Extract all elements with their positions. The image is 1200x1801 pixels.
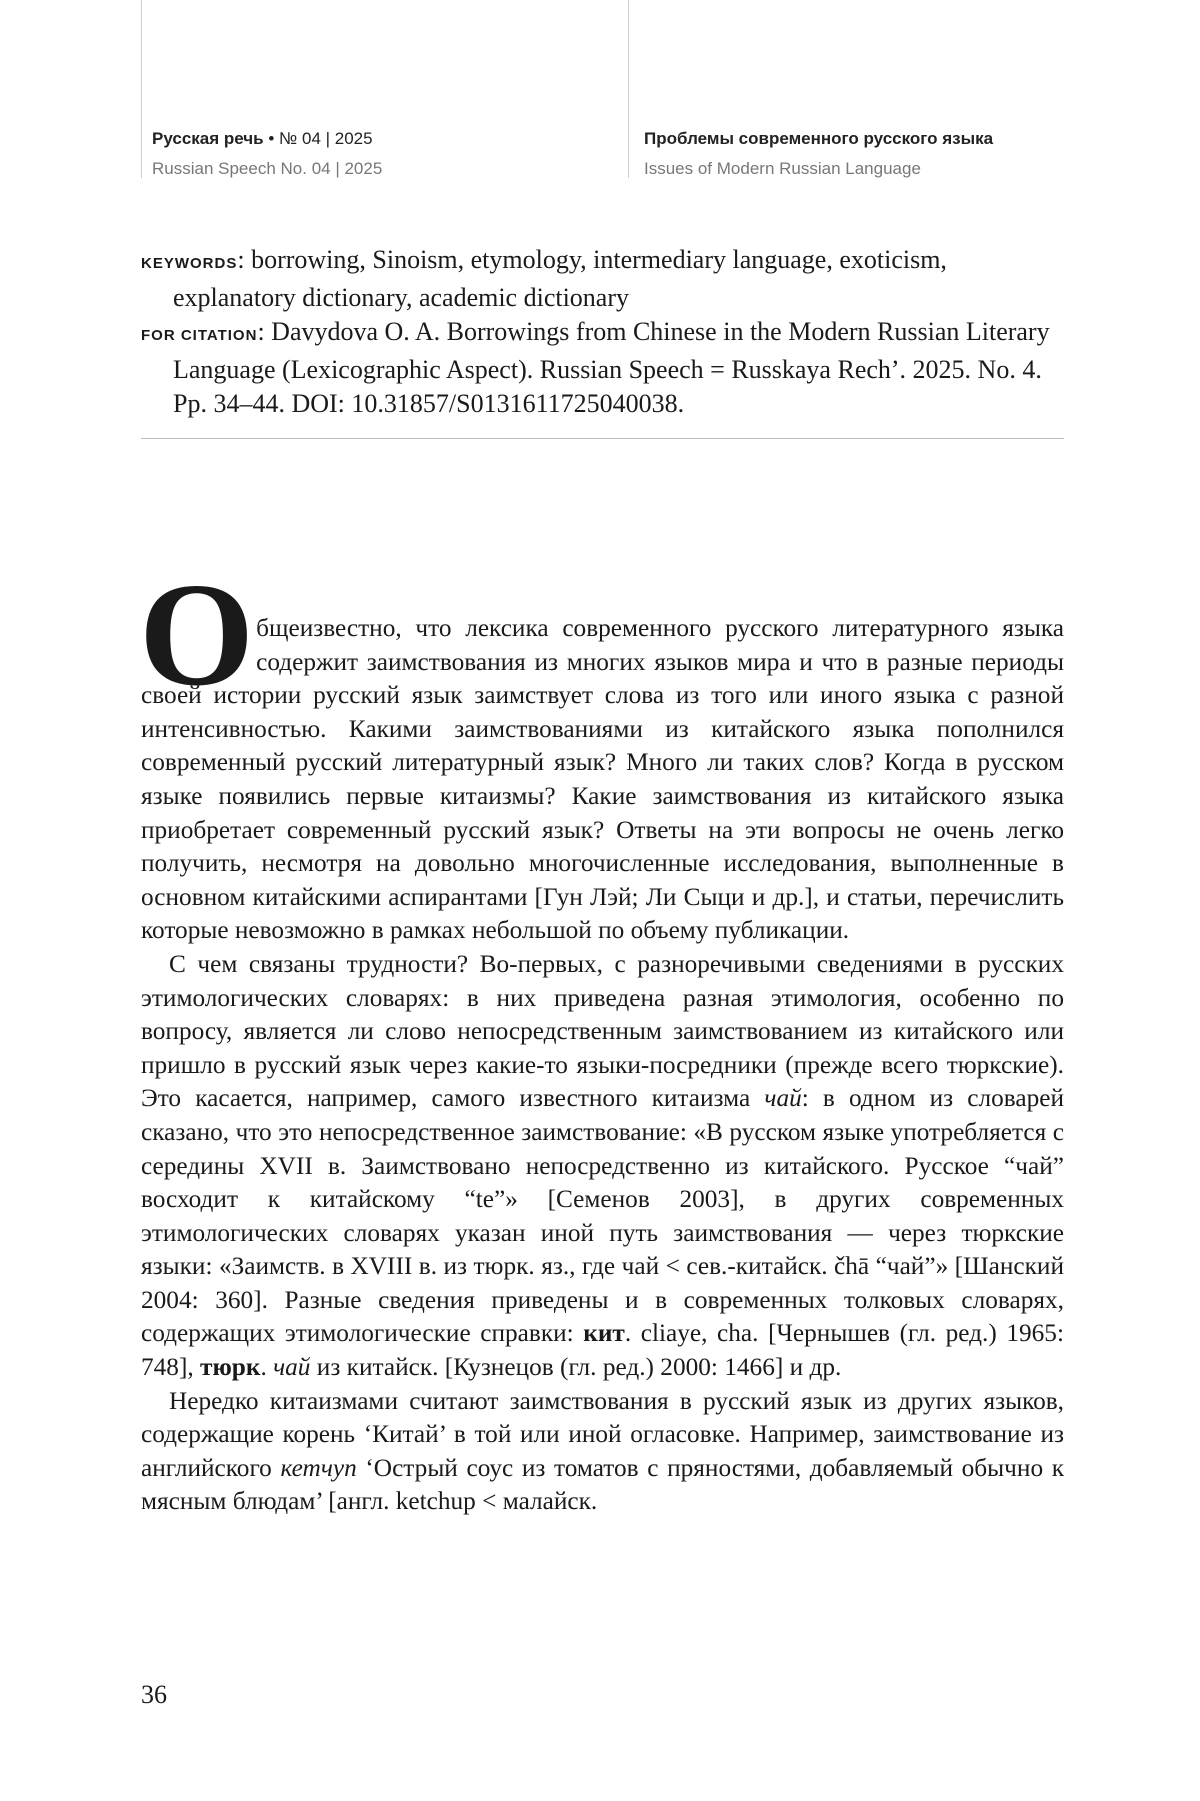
header-center-divider [628, 0, 629, 178]
article-body [139, 553, 1064, 1519]
drop-cap: О [139, 553, 255, 717]
header-left-divider [141, 0, 142, 178]
section-title-ru: Проблемы современного русского языка [644, 129, 994, 148]
citation-label: FOR CITATION [141, 327, 258, 344]
page-number: 36 [141, 1680, 167, 1709]
running-header-right [644, 124, 993, 184]
meta-divider [141, 438, 1064, 439]
section-title-en: Issues of Modern Russian Language [644, 159, 921, 178]
paragraph-2: С чем связаны трудности? Во-первых, с разноречивыми сведениями в русских этимологических словарях: в них приведена разная этимология, особенно по вопросу, является ли слово непосредственным заимствованием из китайского или пришло в русский язык через какие-то языки-посредники (прежде всего тюркские). Это касается, например, самого известного китаизма чай: в одном из словарей сказано, что это непосредственное заимствование: «В русском языке употребляется с середины XVII в. Заимствовано непосредственно из китайского. Русское “чай” восходит к китайскому “te”» [Семенов 2003], в других современных этимологических словарях указан иной путь заимствования — через тюркские языки: «Заимств. в XVIII в. из тюрк. яз., где чай < сев.-китайск. čhā “чай”» [Шанский 2004: 360]. Разные сведения приведены и в современных толковых словарях, содержащих этимологические справки: кит. cliaye, cha. [Чернышев (гл. ред.) 1965: 748], тюрк. чай из китайск. [Кузнецов (гл. ред.) 2000: 1466] и др. [141, 949, 1064, 1382]
citation: FOR CITATION: Davydova O. A. Borrowings from Chinese in the Modern Russian Literary Language (Lexicographic Aspect). Russian Speech = Russkaya Rech’. 2025. No. 4. Pp. 34–44. DOI: 10.31857/S0131611725040038. [141, 317, 1050, 418]
keywords-label: KEYWORDS [141, 255, 238, 272]
journal-name-ru: Русская речь • № 04 | 2025 [152, 129, 373, 148]
running-header-left [152, 124, 382, 184]
journal-name-en: Russian Speech No. 04 | 2025 [152, 159, 383, 178]
keywords: KEYWORDS: borrowing, Sinoism, etymology, intermediary language, exoticism, explanatory dictionary, academic dictionary [141, 245, 947, 312]
paragraph-3: Нередко китаизмами считают заимствования в русский язык из других языков, содержащие корень ‘Китай’ в той или иной огласовке. Например, заимствование из английского кетчуп ‘Острый соус из томатов с пряностями, добавляемый обычно к мясным блюдам’ [англ. ketchup < малайск. [141, 1386, 1064, 1516]
paragraph-1: Общеизвестно, что лексика современного русского литературного языка содержит заимствования из многих языков мира и что в разные периоды своей истории русский язык заимствует слова из того или иного языка с разной интенсивностью. Какими заимствованиями из китайского языка пополнился современный русский литературный язык? Много ли таких слов? Когда в русском языке появились первые китаизмы? Какие заимствования из китайского языка приобретает современный русский язык? Ответы на эти вопросы не очень легко получить, несмотря на довольно многочисленные исследования, выполненные в основном китайскими аспирантами [Гун Лэй; Ли Сыци и др.], и статьи, перечислить которые невозможно в рамках небольшой по объему публикации. [139, 553, 1064, 945]
article-meta [141, 243, 1064, 421]
